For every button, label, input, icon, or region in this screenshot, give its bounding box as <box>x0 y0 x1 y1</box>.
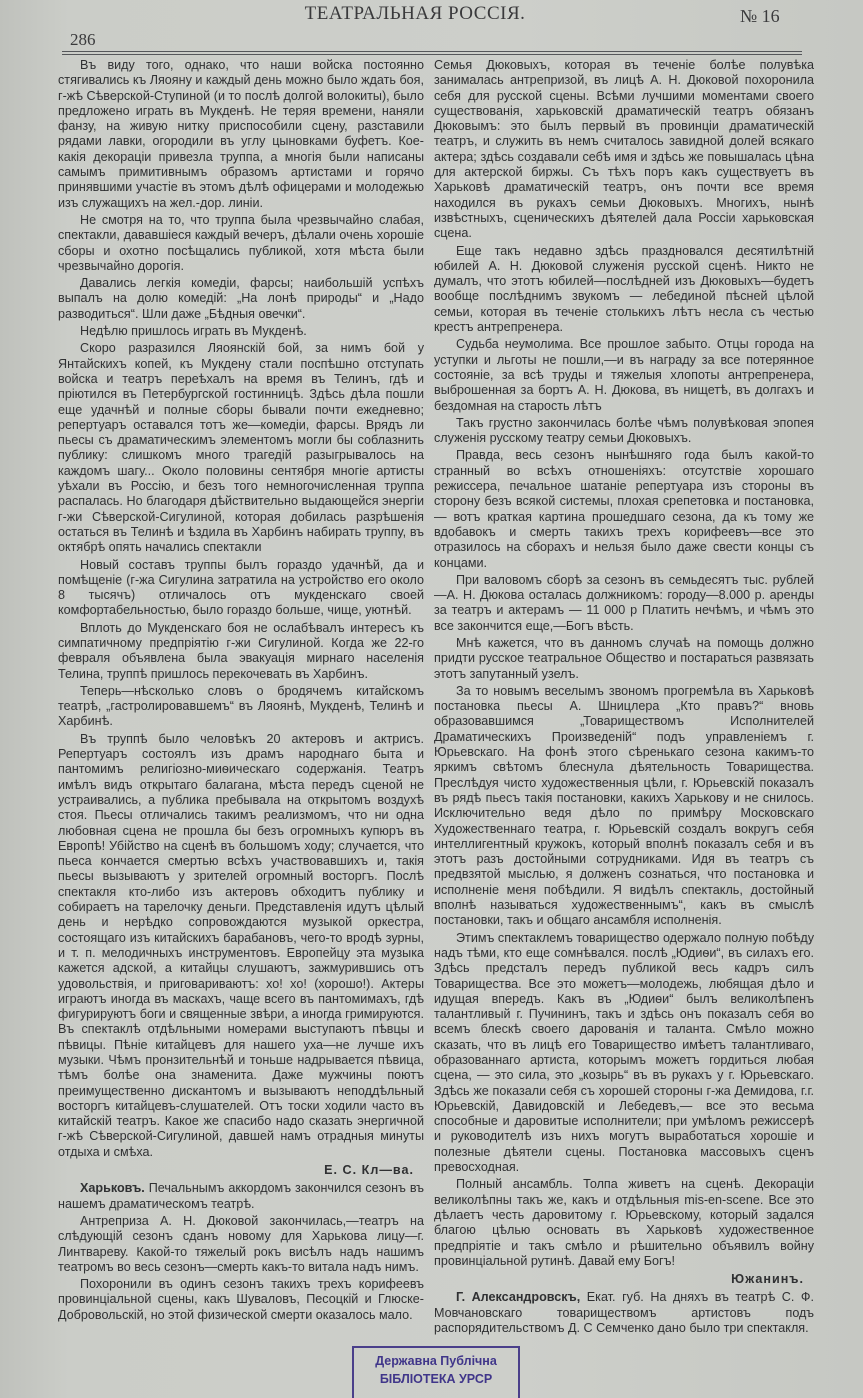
paragraph: Въ виду того, однако, что наши войска постоянно стягивались къ Ляояну и каждый день можно было ждать боя, г-жѣ Сѣверской-Ступиной (и то послѣ долгой волокиты), было предложено играть въ Мукденѣ. Не теряя времени, наняли фанзу, на живую нитку приспособили сцену, разставили рядами лавки, огородили въ углу цыновками буфетъ. Кое-какія декораціи привезла труппа, а многія были написаны самымъ примитивнымъ образомъ артистами и горячо принявшими участіе въ этомъ дѣлѣ офицерами и молодежью изъ служащихъ на жел.-дор. линіи. <box>58 58 424 210</box>
paragraph: Вплоть до Мукденскаго боя не ослабѣвалъ интересъ къ симпатичному предпріятію г-жи Сигулиной. Когда же 22-го февраля объявлена была эвакуація мирнаго населенія Телина, труппѣ пришлось перекочевать въ Харбинъ. <box>58 620 424 681</box>
paragraph: Такъ грустно закончилась болѣе чѣмъ полувѣковая эпопея служенія русскому театру семьи Дюковыхъ. <box>434 415 814 446</box>
paragraph: Еще такъ недавно здѣсь праздновался десятилѣтній юбилей А. Н. Дюковой служенія русской сценѣ. Никто не думалъ, что этотъ юбилей—послѣдней изъ Дюковыхъ—будетъ вообще послѣднимъ звукомъ — лебединой пѣсней цѣлой семьи, которая въ теченіе столькихъ лѣтъ несла съ честью крестъ антрепренера. <box>434 243 814 335</box>
paragraph: За то новымъ веселымъ звономъ прогремѣла въ Харьковѣ постановка пьесы А. Шницлера „Кто правъ?“ вновь образовавшимся „Товариществомъ Исполнителей Драматическихъ Произведеній“ подъ управленіемъ г. Юрьевскаго. На фонѣ этого сѣренькаго сезона какимъ-то яркимъ свѣтомъ блеснула дѣятельность Товарищества. Преслѣдуя чисто художественныя цѣли, г. Юрьевскій показалъ въ рядѣ пьесъ такія постановки, какихъ Харькову и не снилось. Исключительно ведя дѣло по примѣру Московскаго Художественнаго театра, г. Юрьевскій создалъ вокругъ себя интеллигентный кружокъ, который вполнѣ показалъ себя и въ этотъ разъ достойными сотрудниками. Идя въ театръ съ предвзятой мыслью, я долженъ сознаться, что постановка и исполненіе меня побѣдили. Я видѣлъ спектакль, достойный вполнѣ называться художественнымъ“, какъ въ смыслѣ постановки, такъ и общаго ансамбля исполненія. <box>434 683 814 928</box>
issue-number: № 16 <box>740 6 780 26</box>
dateline-city: Г. Александровскъ, <box>456 1290 581 1305</box>
paragraph: Этимъ спектаклемъ товарищество одержало полную побѣду надъ тѣми, кто еще сомнѣвался. послѣ „Юдиѳи“, въ силахъ его. Здѣсь предсталъ передъ публикой весь кадръ силъ Товарищества. Все это можетъ—молодежь, любящая дѣло и идущая впередъ. Какъ въ „Юдиѳи“ былъ великолѣпенъ талантливый г. Пучининъ, такъ и здѣсь онъ показалъ себя во всемъ блескѣ своего дарованія и таланта. Смѣло можно сказать, что въ лицѣ его Товарищество имѣетъ талантливаго, образованнаго артиста, которымъ можетъ гордиться любая сцена, — это сила, это „козырь“ въ въ рукахъ у г. Юрьевскаго. Здѣсь же показали себя съ хорошей стороны г-жа Демидова, г.г. Юрьевскій, Давидовскій и Лебедевъ,— все это весьма способные и даровитые исполнители; при умѣломъ режиссерѣ и руководителѣ изъ нихъ могутъ выработаться хорошіе и полезные дѣятели сцены. Постановка массовыхъ сценъ превосходная. <box>434 930 814 1175</box>
paragraph: Семья Дюковыхъ, которая въ теченіе болѣе полувѣка занималась антрепризой, въ лицѣ А. Н. Дюковой похоронила себя для русской сцены. Всѣми лучшими моментами своего существованія, харьковскій драматическій театръ обязанъ Дюковымъ: это былъ первый въ провинціи драматическій театръ, и служить въ немъ считалось завидной долей всякаго актера; здѣсь создавали себѣ имя и здѣсь же повышалась цѣна для актерской биржы. Съ тѣхъ поръ какъ существуетъ въ Харьковѣ драматическій театръ, онъ почти все время находился въ рукахъ семьи Дюковыхъ. Многихъ, нынѣ извѣстныхъ, сценическихъ дѣятелей дала Россіи харьковская сцена. <box>434 58 814 241</box>
paragraph: Судьба неумолима. Все прошлое забыто. Отцы города на уступки и льготы не пошли,—и въ награду за все потерянное состояніе, за всѣ труды и тяжелыя хлопоты антрепренера, выброшенная за бортъ А. Н. Дюкова, въ нищетѣ, въ долгахъ и бездомная на старость лѣтъ <box>434 337 814 413</box>
paragraph-kharkov <box>58 1181 424 1212</box>
paragraph: Правда, весь сезонъ нынѣшняго года былъ какой-то странный во всѣхъ отношеніяхъ: отсутствіе хорошаго режиссера, печальное шатаніе репертуара изъ стороны въ сторону безъ всякой системы, плохая срепетовка и постановка,— вотъ краткая картина прошедшаго сезона, да къ тому же вдобавокъ и смерть такихъ трехъ корифеевъ—все это отразилось на сборахъ и нельзя было даже свести концы съ концами. <box>434 448 814 570</box>
paragraph: Теперь—нѣсколько словъ о бродячемъ китайскомъ театрѣ, „гастролировавшемъ“ въ Ляоянѣ, Мукденѣ, Телинѣ и Харбинѣ. <box>58 683 424 729</box>
paragraph: Полный ансамбль. Толпа живетъ на сценѣ. Декораціи великолѣпны такъ же, какъ и отдѣльныя mis-en-scene. Все это дѣлаетъ честь даровитому г. Юрьевскому, который задался благою цѣлью основать въ Харьковѣ художественное предпріятіе и такъ смѣло и рѣшительно объявилъ войну провинціальной рутинѣ. Давай ему Богъ! <box>434 1177 814 1268</box>
author-signature: Южанинъ. <box>731 1272 804 1287</box>
library-stamp <box>352 1346 520 1398</box>
paragraph: Давались легкія комедіи, фарсы; наибольшій успѣхъ выпалъ на долю комедій: „На лонѣ природы“ и „Надо разводиться“. Шли даже „Бѣдныя овечки“. <box>58 276 424 321</box>
paragraph: Новый составъ труппы былъ гораздо удачнѣй, да и помѣщеніе (г-жа Сигулина затратила на устройство его около 8 тысячъ) отличалось отъ мукденскаго своей комфортабельностью, было гораздо больше, чище, уютнѣй. <box>58 557 424 618</box>
masthead-title: ТЕАТРАЛЬНАЯ РОССІЯ. <box>304 3 526 24</box>
stamp-line: Державна Публічна <box>375 1354 497 1369</box>
paragraph: Недѣлю пришлось играть въ Мукденѣ. <box>80 324 307 339</box>
author-signature: Е. С. Кл—ва. <box>324 1163 414 1178</box>
paragraph: Не смотря на то, что труппа была чрезвычайно слабая, спектакли, дававшіеся каждый вечеръ, дѣлали очень хорошіе сборы и охотно посѣщались публикой, хотя мѣста были чрезвычайно дорогія. <box>58 212 424 273</box>
paragraph: Въ труппѣ было человѣкъ 20 актеровъ и актрисъ. Репертуаръ состоялъ изъ драмъ народнаго быта и пантомимъ религіозно-миѳическаго содержанія. Театръ имѣлъ видъ открытаго балагана, мѣста передъ сценой не устраивались, а публика пребывала на открытомъ воздухѣ стоя. Пьесы отличались такимъ реализмомъ, что ни одна любовная сцена не прошла бы безъ огромныхъ купюръ въ Европѣ! Убійство на сценѣ въ большомъ ходу; случается, что пьеса кончается смертью всѣхъ участвовавшихъ и, такія пьесы вызываютъ у зрителей огромный восторгъ. Послѣ спектакля кто-либо изъ актеровъ обходитъ публику и собираетъ на тарелочку деньги. Представленія идутъ цѣлый день и нерѣдко сопровождаются музыкой оркестра, состоящаго изъ китайскихъ барабановъ, чего-то вродѣ зурны, и т. п. мелодичныхъ инструментовъ. Европейцу эта музыка кажется адской, а китайцы слушаютъ, зажмурившись отъ удовольствія, и приговариваютъ: хо! хо! (хорошо!). Актеры играютъ иногда въ маскахъ, чаще всего въ пантомимахъ, гдѣ фигурируютъ боги и священные звѣри, а иногда гримируются. Въ спектаклѣ отдѣльными номерами выступаютъ пѣвцы и пѣвицы. Пѣніе китайцевъ для нашего уха—не лучше ихъ музыки. Чѣмъ пронзительнѣй и тоньше надрывается пѣвица, тѣмъ болѣе она знаменита. Даже мужчины поютъ преимущественно дискантомъ и вызываютъ неподдѣльный восторгъ китайцевъ-слушателей. Отъ тоски ходили часто въ китайскій театръ. Какое же спасибо надо сказать энергичной г-жѣ Сѣверской-Сигулиной, давшей намъ отрадныя минуты отдыха и смѣха. <box>58 731 424 1159</box>
left-column <box>58 58 424 1325</box>
paragraph: Скоро разразился Ляоянскій бой, за нимъ бой у Янтайскихъ копей, къ Мукдену стали поспѣшно отступать войска и театръ переѣхалъ на время въ Телинъ, гдѣ и пріютился въ Петербургской гостинницѣ. Здѣсь дѣла пошли еще удачнѣй и полные сборы бывали почти ежедневно; репертуаръ оставался тотъ же—комедіи, фарсы. Врядъ ли пьесы съ драматическимъ элементомъ могли бы соблазнить публику: слишкомъ много трагедій разыгрывалось на каждомъ шагу... Около половины сентября многіе артисты уѣхали въ Россію, и безъ того немногочисленная труппа распалась. Но благодаря дѣйствительно выдающейся энергіи г-жи Сѣверской-Сигулиной, которая добилась разрѣшенія остаться въ Телинѣ и ѣздила въ Харбинъ набирать труппу, въ октябрѣ опять начались спектакли <box>58 341 424 555</box>
paragraph-text: Печальнымъ аккордомъ закончился сезонъ въ нашемъ драматическомъ театрѣ. <box>58 1181 424 1211</box>
paragraph: Антреприза А. Н. Дюковой закончилась,—театръ на слѣдующій сезонъ сданъ новому для Харькова лицу—г. Линтвареву. Какой-то тяжелый рокъ висѣлъ надъ нашимъ театромъ во весь сезонъ—смерть какъ-то витала надъ нимъ. <box>58 1213 424 1274</box>
right-column <box>434 58 814 1338</box>
paragraph: Похоронили въ одинъ сезонъ такихъ трехъ корифеевъ провинціальной сцены, какъ Шуваловъ, Песоцкій и Глюске-Добровольскій, но этой физической смерти оказалось мало. <box>58 1277 424 1322</box>
paragraph: При валовомъ сборѣ за сезонъ въ семьдесятъ тыс. рублей—А. Н. Дюкова осталась должникомъ: городу—8.000 р. аренды за театръ и актерамъ — 11 000 р Платить нечѣмъ, и чѣмъ это все закончится еще,—Богъ вѣсть. <box>434 572 814 633</box>
page-number: 286 <box>70 30 96 49</box>
paragraph-text: Екат. губ. На дняхъ въ театрѣ С. Ф. Мовчановскаго товариществомъ артистовъ подъ распорядительствомъ Д. С Семченко дано было три спектакля. <box>434 1290 814 1336</box>
dateline-city: Харьковъ. <box>80 1181 145 1196</box>
paragraph-aleksandrovsk <box>434 1290 814 1336</box>
stamp-line: БІБЛІОТЕКА УРСР <box>379 1372 493 1387</box>
paragraph: Мнѣ кажется, что въ данномъ случаѣ на помощь должно придти русское театральное Общество и постараться развязать этотъ запутанный узелъ. <box>434 635 814 681</box>
